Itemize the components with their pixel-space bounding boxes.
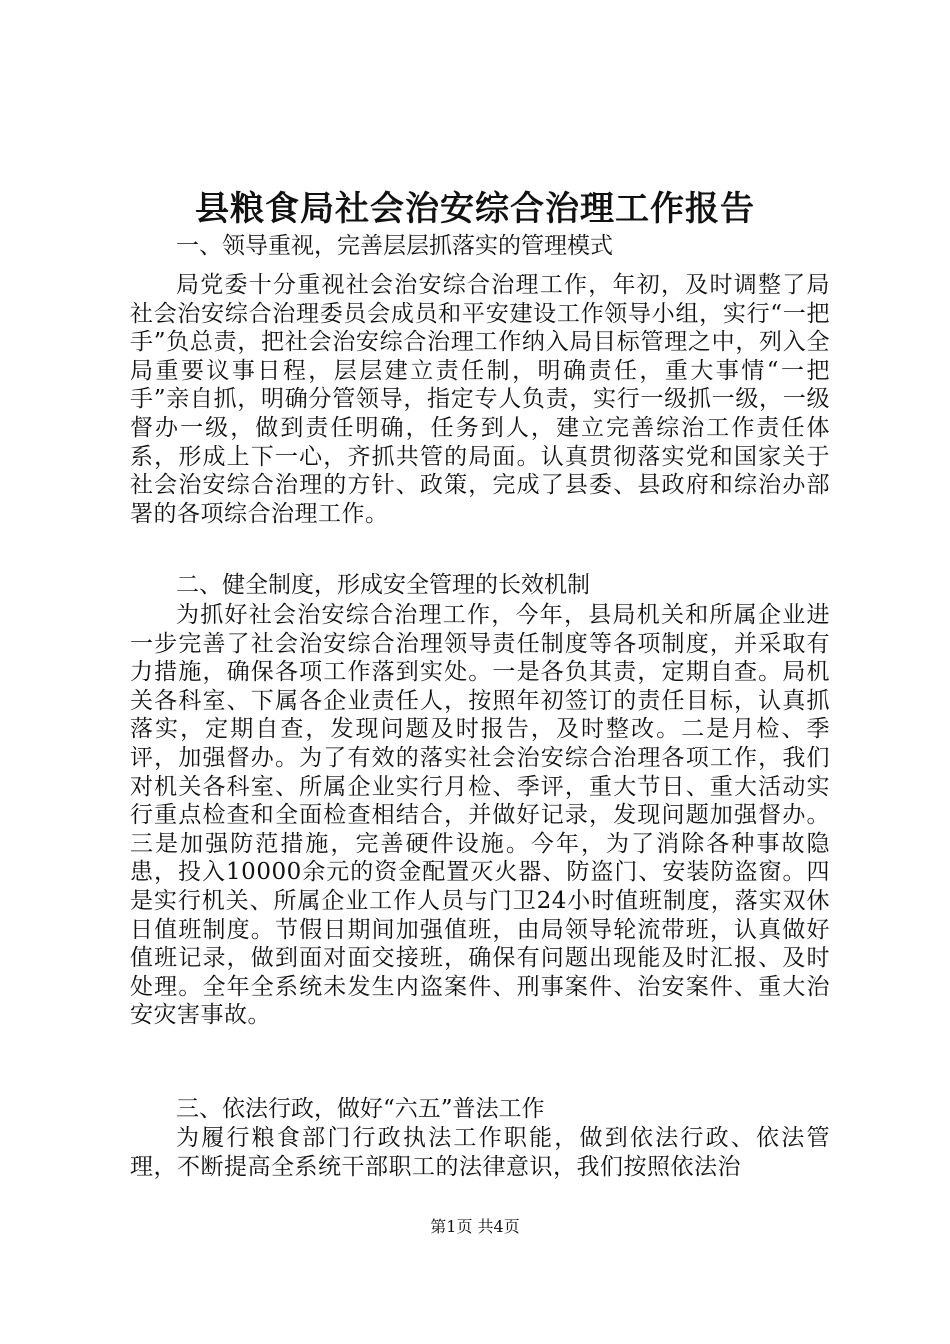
section-paragraph-3: 为履行粮食部门行政执法工作职能，做到依法行政、依法管理，不断提高全系统干部职工的法律意识，我们按照依法治 xyxy=(130,1125,830,1180)
section-paragraph-2: 为抓好社会治安综合治理工作，今年，县局机关和所属企业进一步完善了社会治安综合治理领导责任制度等各项制度，并采取有力措施，确保各项工作落到实处。一是各负其责，定期自查。局机关各科室、下属各企业责任人，按照年初签订的责任目标，认真抓落实，定期自查，发现问题及时报告，及时整改。二是月检、季评，加强督办。为了有效的落实社会治安综合治理各项工作，我们对机关各科室、所属企业实行月检、季评，重大节日、重大活动实行重点检查和全面检查相结合，并做好记录，发现问题加强督办。三是加强防范措施，完善硬件设施。今年，为了消除各种事故隐患，投入10000余元的资金配置灭火器、防盗门、安装防盗窗。四是实行机关、所属企业工作人员与门卫24小时值班制度，落实双休日值班制度。节假日期间加强值班，由局领导轮流带班，认真做好值班记录，做到面对面交接班，确保有问题出现能及时汇报、及时处理。全年全系统未发生内盗案件、刑事案件、治安案件、重大治安灾害事故。 xyxy=(130,602,830,1029)
document-title: 县粮食局社会治安综合治理工作报告 xyxy=(195,189,755,229)
section-heading-2: 二、健全制度，形成安全管理的长效机制 xyxy=(176,572,590,598)
section-heading-3: 三、依法行政，做好“六五”普法工作 xyxy=(176,1096,545,1122)
section-paragraph-1: 局党委十分重视社会治安综合治理工作，年初，及时调整了局社会治安综合治理委员会成员和平安建设工作领导小组，实行“一把手”负总责，把社会治安综合治理工作纳入局目标管理之中，列入全局重要议事日程，层层建立责任制，明确责任，重大事情“一把手”亲自抓，明确分管领导，指定专人负责，实行一级抓一级，一级督办一级，做到责任明确，任务到人，建立完善综治工作责任体系，形成上下一心，齐抓共管的局面。认真贯彻落实党和国家关于社会治安综合治理的方针、政策，完成了县委、县政府和综治办部署的各项综合治理工作。 xyxy=(130,272,830,527)
page-footer: 第1页 共4页 xyxy=(430,1217,520,1236)
section-heading-1: 一、领导重视，完善层层抓落实的管理模式 xyxy=(176,233,613,259)
